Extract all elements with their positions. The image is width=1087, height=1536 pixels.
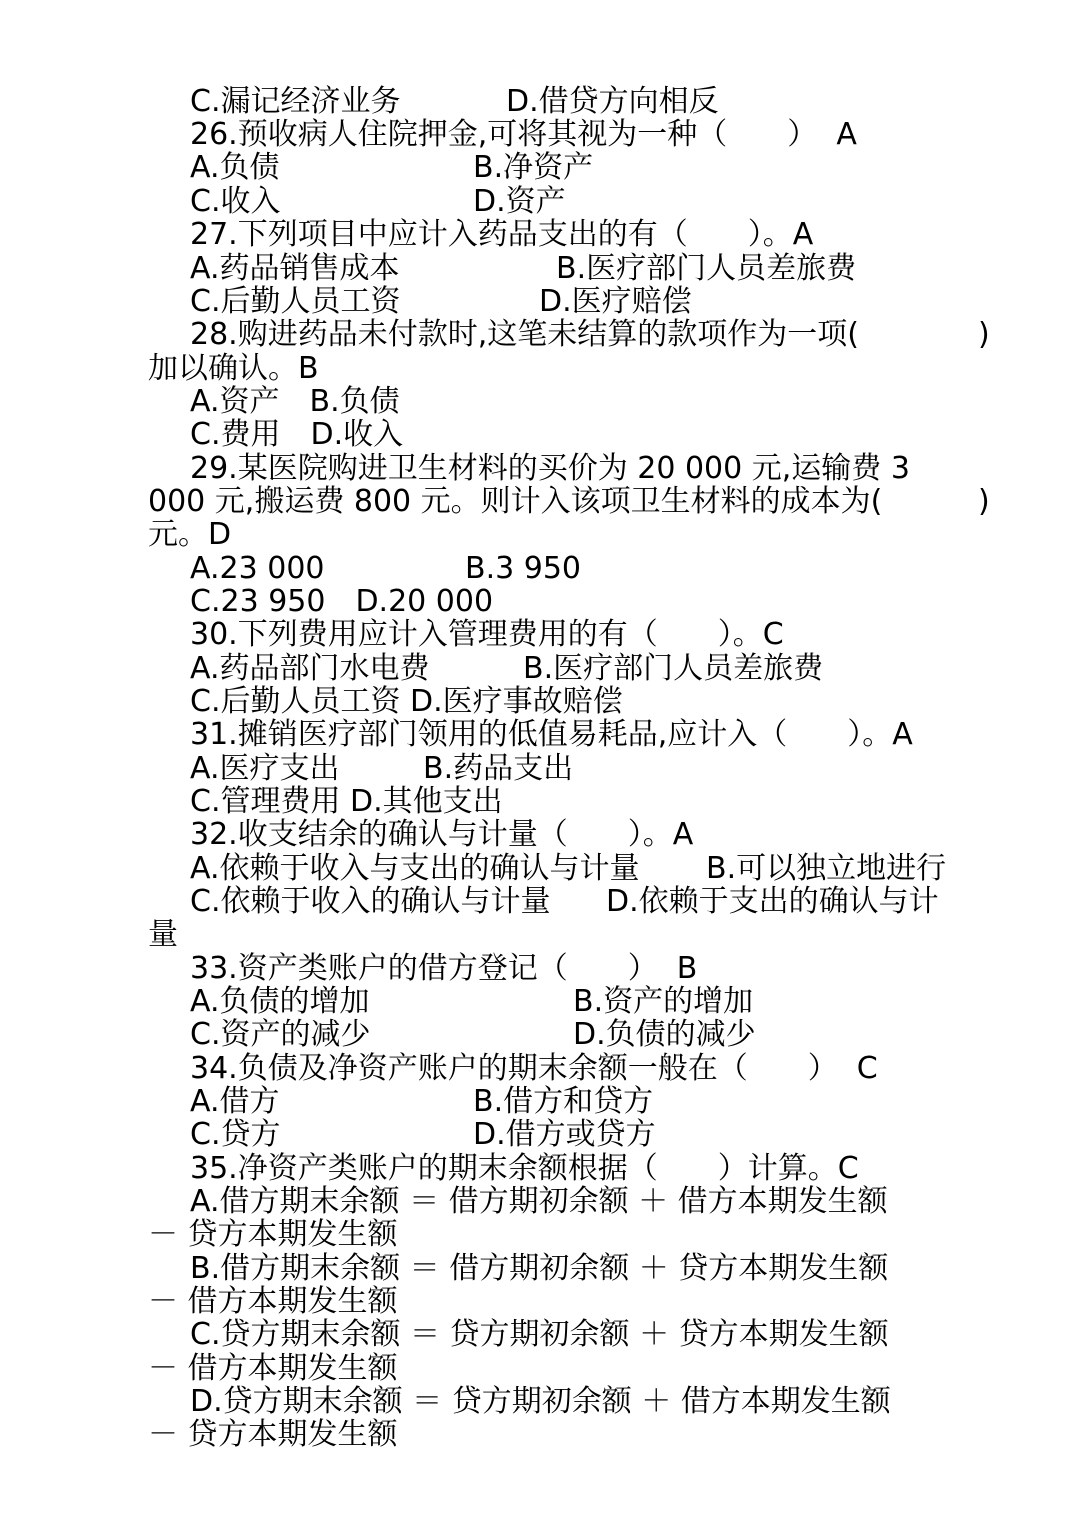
q26-options-cd: C.收入 D.资产 [190, 184, 566, 219]
q29-question-line3: 元。D [148, 517, 232, 552]
q35-option-b-wrap: － 借方本期发生额 [148, 1284, 398, 1319]
q33-options-cd: C.资产的减少 D.负债的减少 [190, 1017, 756, 1052]
q35-option-d-wrap: － 贷方本期发生额 [148, 1417, 398, 1452]
q35-option-a: A.借方期末余额 ＝ 借方期初余额 ＋ 借方本期发生额 [190, 1184, 888, 1219]
q34-options-cd: C.贷方 D.借方或贷方 [190, 1117, 656, 1152]
q34-question: 34.负债及净资产账户的期末余额一般在（ ） C [190, 1051, 878, 1086]
q31-options-ab: A.医疗支出 B.药品支出 [190, 751, 574, 786]
q30-question: 30.下列费用应计入管理费用的有（ ）。C [190, 617, 784, 652]
q26-question: 26.预收病人住院押金,可将其视为一种（ ） A [190, 117, 857, 152]
q34-options-ab: A.借方 B.借方和贷方 [190, 1084, 654, 1119]
q29-options-ab: A.23 000 B.3 950 [190, 551, 582, 586]
q32-options-cd: C.依赖于收入的确认与计量 D.依赖于支出的确认与计 [190, 884, 939, 919]
q29-options-cd: C.23 950 D.20 000 [190, 584, 494, 619]
q35-option-a-wrap: － 贷方本期发生额 [148, 1217, 398, 1252]
q26-options-ab: A.负债 B.净资产 [190, 150, 594, 185]
q27-question: 27.下列项目中应计入药品支出的有（ ）。A [190, 217, 814, 252]
q30-options-ab: A.药品部门水电费 B.医疗部门人员差旅费 [190, 651, 824, 686]
q29-question-line1: 29.某医院购进卫生材料的买价为 20 000 元,运输费 3 [190, 451, 910, 486]
q27-options-ab: A.药品销售成本 B.医疗部门人员差旅费 [190, 251, 857, 286]
q33-question: 33.资产类账户的借方登记（ ） B [190, 951, 698, 986]
q28-options-ab: A.资产 B.负债 [190, 384, 400, 419]
q29-question-line2: 000 元,搬运费 800 元。则计入该项卫生材料的成本为( ) [148, 484, 990, 519]
q33-options-ab: A.负债的增加 B.资产的增加 [190, 984, 754, 1019]
q35-option-c-wrap: － 借方本期发生额 [148, 1351, 398, 1386]
q35-question: 35.净资产类账户的期末余额根据（ ）计算。C [190, 1151, 859, 1186]
q28-question-line2: 加以确认。B [148, 351, 319, 386]
q28-options-cd: C.费用 D.收入 [190, 417, 404, 452]
q28-question-line1: 28.购进药品未付款时,这笔未结算的款项作为一项( ) [190, 317, 990, 352]
q32-question: 32.收支结余的确认与计量（ ）。A [190, 817, 694, 852]
q25-options-cd: C.漏记经济业务 D.借贷方向相反 [190, 84, 719, 119]
q32-options-ab: A.依赖于收入与支出的确认与计量 B.可以独立地进行 [190, 851, 947, 886]
q35-option-d: D.贷方期末余额 ＝ 贷方期初余额 ＋ 借方本期发生额 [190, 1384, 891, 1419]
q32-options-cd-wrap: 量 [148, 917, 178, 952]
q31-question: 31.摊销医疗部门领用的低值易耗品,应计入（ ）。A [190, 717, 913, 752]
q31-options-cd: C.管理费用 D.其他支出 [190, 784, 503, 819]
q27-options-cd: C.后勤人员工资 D.医疗赔偿 [190, 284, 692, 319]
q35-option-b: B.借方期末余额 ＝ 借方期初余额 ＋ 贷方本期发生额 [190, 1251, 889, 1286]
q35-option-c: C.贷方期末余额 ＝ 贷方期初余额 ＋ 贷方本期发生额 [190, 1317, 889, 1352]
q30-options-cd: C.后勤人员工资 D.医疗事故赔偿 [190, 684, 623, 719]
